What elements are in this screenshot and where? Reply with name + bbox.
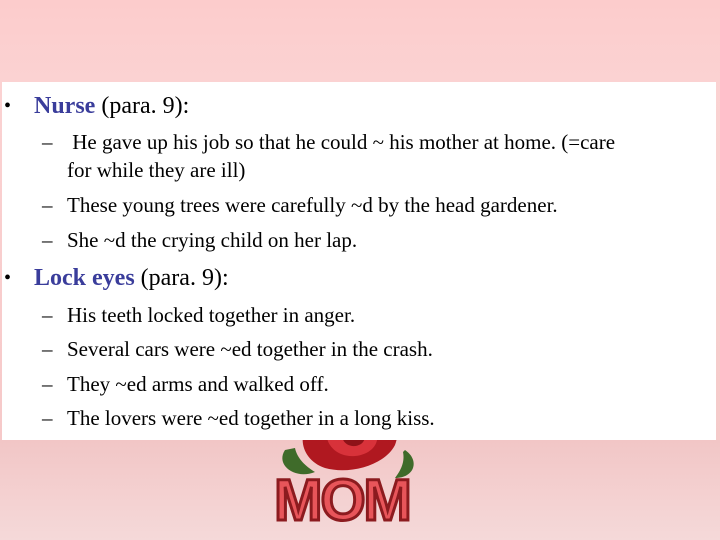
bullet-icon: • xyxy=(4,95,12,117)
dash-icon: – xyxy=(42,337,53,361)
logo-wordmark: MOM xyxy=(274,468,410,533)
bullet-icon: • xyxy=(4,267,12,289)
sub-item-text: They ~ed arms and walked off. xyxy=(67,372,329,396)
term: Lock eyes xyxy=(34,265,135,291)
sub-item-text: She ~d the crying child on her lap. xyxy=(67,228,358,252)
dash-icon: – xyxy=(42,406,53,430)
sub-item-text: These young trees were carefully ~d by the head gardener. xyxy=(67,193,558,217)
dash-icon: – xyxy=(42,193,53,217)
dash-icon: – xyxy=(42,372,53,396)
dash-icon: – xyxy=(42,303,53,327)
sub-item-text: Several cars were ~ed together in the crash. xyxy=(67,337,433,361)
term: Nurse xyxy=(34,93,96,119)
sub-item-text: He gave up his job so that he could ~ his mother at home. (=care xyxy=(67,130,616,154)
dash-icon: – xyxy=(42,130,53,154)
bullet-heading xyxy=(34,92,189,120)
sub-item-text: for while they are ill) xyxy=(67,158,246,182)
dash-icon: – xyxy=(42,228,53,252)
term-suffix: (para. 9): xyxy=(95,93,190,119)
bullet-heading xyxy=(34,264,229,292)
sub-item-text: The lovers were ~ed together in a long kiss. xyxy=(67,406,435,430)
sub-item-text: His teeth locked together in anger. xyxy=(67,303,356,327)
term-suffix: (para. 9): xyxy=(134,265,229,291)
content-panel xyxy=(2,82,716,440)
